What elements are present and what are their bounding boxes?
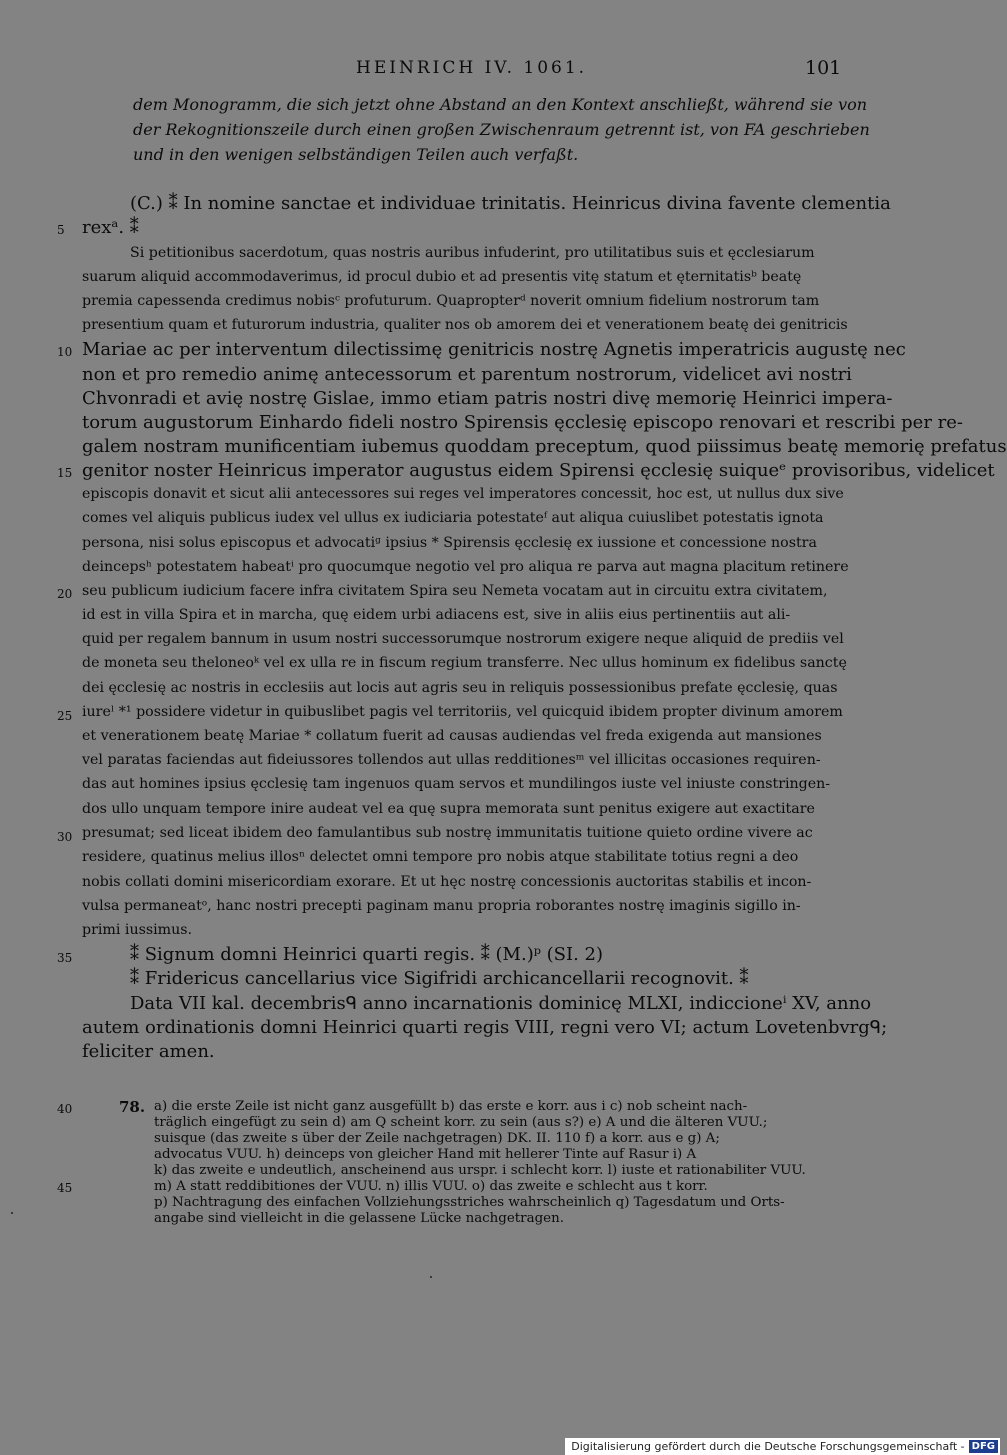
- text-line: id est in villa Spira et in marcha, quę eidem urbi adiacens est, sive in aliis eius pertinentiis aut ali-: [82, 607, 791, 623]
- text-line: comes vel aliquis publicus iudex vel ullus ex iudiciaria potestateᶠ aut aliqua cuiuslibet potestatis ignota: [82, 510, 824, 526]
- text-line: non et pro remedio animę antecessorum et parentum nostrorum, videlicet avi nostri: [82, 364, 852, 385]
- footnote-line: angabe sind vielleicht in die gelassene Lücke nachgetragen.: [154, 1211, 564, 1226]
- text-line: vulsa permaneatᵒ, hanc nostri precepti paginam manu propria roborantes nostrę imaginis sigillo in-: [82, 898, 801, 914]
- text-line: primi iussimus.: [82, 922, 193, 938]
- text-line: persona, nisi solus episcopus et advocatiᵍ ipsius * Spirensis ęcclesię ex iussione et concessione nostra: [82, 535, 817, 551]
- text-line: et venerationem beatę Mariae * collatum fuerit ad causas audiendas vel freda exigenda aut mansiones: [82, 728, 822, 744]
- footnote-line: p) Nachtragung des einfachen Vollziehungsstriches wahrscheinlich q) Tagesdatum und Orts-: [154, 1195, 785, 1210]
- line-number: 45: [57, 1181, 73, 1195]
- footer-credit-text: Digitalisierung gefördert durch die Deutsche Forschungsgemeinschaft -: [571, 1440, 965, 1453]
- line-number: 25: [57, 709, 73, 723]
- line-number: 40: [57, 1102, 73, 1116]
- footnote-line: träglich eingefügt zu sein d) am Q scheint korr. zu sein (aus s?) e) A und die älteren VUU.;: [154, 1115, 768, 1130]
- text-line: torum augustorum Einhardo fideli nostro Spirensis ęcclesię episcopo renovari et rescribi per re-: [82, 412, 963, 433]
- footnote-line: suisque (das zweite s über der Zeile nachgetragen) DK. II. 110 f) a korr. aus e g) A;: [154, 1131, 720, 1146]
- text-line: galem nostram munificentiam iubemus quoddam preceptum, quod piissimus beatę memorię prefatus: [82, 436, 1007, 457]
- intro-line: dem Monogramm, die sich jetzt ohne Abstand an den Kontext anschließt, während sie von: [133, 95, 868, 114]
- dating-line: feliciter amen.: [82, 1041, 215, 1062]
- text-line: deincepsʰ potestatem habeatⁱ pro quocumque negotio vel pro aliqua re parva aut magna placitum retinere: [82, 559, 849, 575]
- page-number: 101: [805, 57, 842, 79]
- text-line: Si petitionibus sacerdotum, quas nostris auribus infuderint, pro utilitatibus suis et ęcclesiarum: [130, 245, 815, 261]
- line-number: 5: [57, 223, 65, 237]
- text-line: quid per regalem bannum in usum nostri successorumque nostrorum exigere neque aliquid de prediis vel: [82, 631, 844, 647]
- text-line: residere, quatinus melius illosⁿ delectet omni tempore pro nobis atque stabilitate totius regni a deo: [82, 849, 799, 865]
- recognition-line: ⁑ Fridericus cancellarius vice Sigifridi archicancellarii recognovit. ⁑: [130, 968, 749, 989]
- dating-line: Data VII kal. decembrisᑫ anno incarnationis dominicę MLXI, indiccioneⁱ XV, anno: [130, 993, 872, 1014]
- text-line: presentium quam et futurorum industria, qualiter nos ob amorem dei et venerationem beatę dei genitricis: [82, 317, 848, 333]
- text-line: genitor noster Heinricus imperator augustus eidem Spirensi ęcclesię suiqueᵉ provisoribus, videlicet: [82, 460, 995, 481]
- footnote-line: a) die erste Zeile ist nicht ganz ausgefüllt b) das erste e korr. aus i c) nob scheint nach-: [154, 1099, 748, 1114]
- intro-line: und in den wenigen selbständigen Teilen auch verfaßt.: [133, 145, 579, 164]
- dating-line: autem ordinationis domni Heinrici quarti regis VIII, regni vero VI; actum Lovetenbvrgᑫ;: [82, 1017, 888, 1038]
- line-number: 20: [57, 587, 73, 601]
- text-line: das aut homines ipsius ęcclesię tam ingenuos quam servos et mundilingos iuste vel iniuste constringen-: [82, 776, 831, 792]
- text-line: Mariae ac per interventum dilectissimę genitricis nostrę Agnetis imperatricis augustę nec: [82, 339, 906, 360]
- text-line: presumat; sed liceat ibidem deo famulantibus sub nostrę immunitatis tuitione quieto ordine vivere ac: [82, 825, 813, 841]
- dfg-logo-icon: DFG: [969, 1440, 998, 1453]
- text-line: dos ullo unquam tempore inire audeat vel ea quę supra memorata sunt penitus exigere aut exactitare: [82, 801, 815, 817]
- scan-speck: [11, 1212, 13, 1214]
- footnote-line: k) das zweite e undeutlich, anscheinend aus urspr. i schlecht korr. l) iuste et rationabiliter VUU.: [154, 1163, 806, 1178]
- text-line: seu publicum iudicium facere infra civitatem Spira seu Nemeta vocatam aut in circuitu extra civitatem,: [82, 583, 828, 599]
- text-line: de moneta seu theloneoᵏ vel ex ulla re in fiscum regium transferre. Nec ullus hominum ex fidelibus sanctę: [82, 655, 847, 671]
- running-header: HEINRICH IV. 1061.: [356, 58, 588, 78]
- line-number: 30: [57, 830, 73, 844]
- text-line: episcopis donavit et sicut alii antecessores sui reges vel imperatores concessit, hoc est, ut nullus dux sive: [82, 486, 844, 502]
- text-line: Chvonradi et avię nostrę Gislae, immo etiam patris nostri divę memorię Heinrici impera-: [82, 388, 893, 409]
- signum-line: ⁑ Signum domni Heinrici quarti regis. ⁑ (M.)ᵖ (SI. 2): [130, 944, 604, 965]
- text-line: nobis collati domini misericordiam exorare. Et ut hęc nostrę concessionis auctoritas stabilis et incon-: [82, 874, 812, 890]
- text-line: (C.) ⁑ In nomine sanctae et individuae trinitatis. Heinricus divina favente clementia: [130, 193, 891, 214]
- line-number: 15: [57, 466, 73, 480]
- footnote-line: m) A statt reddibitiones der VUU. n) illis VUU. o) das zweite e schlecht aus t korr.: [154, 1179, 708, 1194]
- intro-line: der Rekognitionszeile durch einen großen Zwischenraum getrennt ist, von FA geschrieben: [133, 120, 870, 139]
- text-line: suarum aliquid accommodaverimus, id procul dubio et ad presentis vitę statum et ęternitatisᵇ beatę: [82, 269, 802, 285]
- text-line: vel paratas faciendas aut fideiussores tollendos aut ullas redditionesᵐ vel illicitas occasiones requiren-: [82, 752, 821, 768]
- scan-speck: [430, 1276, 432, 1278]
- text-line: iureˡ *¹ possidere videtur in quibuslibet pagis vel territoriis, vel quicquid ibidem propter divinum amorem: [82, 704, 843, 720]
- text-line: premia capessenda credimus nobisᶜ profuturum. Quapropterᵈ noverit omnium fidelium nostrorum tam: [82, 293, 820, 309]
- text-line: dei ęcclesię ac nostris in ecclesiis aut locis aut agris seu in reliquis possessionibus prefate ęcclesię, quas: [82, 680, 838, 696]
- digitization-footer: [565, 1438, 1000, 1455]
- line-number: 35: [57, 951, 73, 965]
- footnote-line: advocatus VUU. h) deinceps von gleicher Hand mit hellerer Tinte auf Rasur i) A: [154, 1147, 697, 1162]
- line-number: 10: [57, 345, 73, 359]
- footnote-number: 78.: [119, 1098, 146, 1116]
- text-line: rexᵃ. ⁑: [82, 217, 139, 238]
